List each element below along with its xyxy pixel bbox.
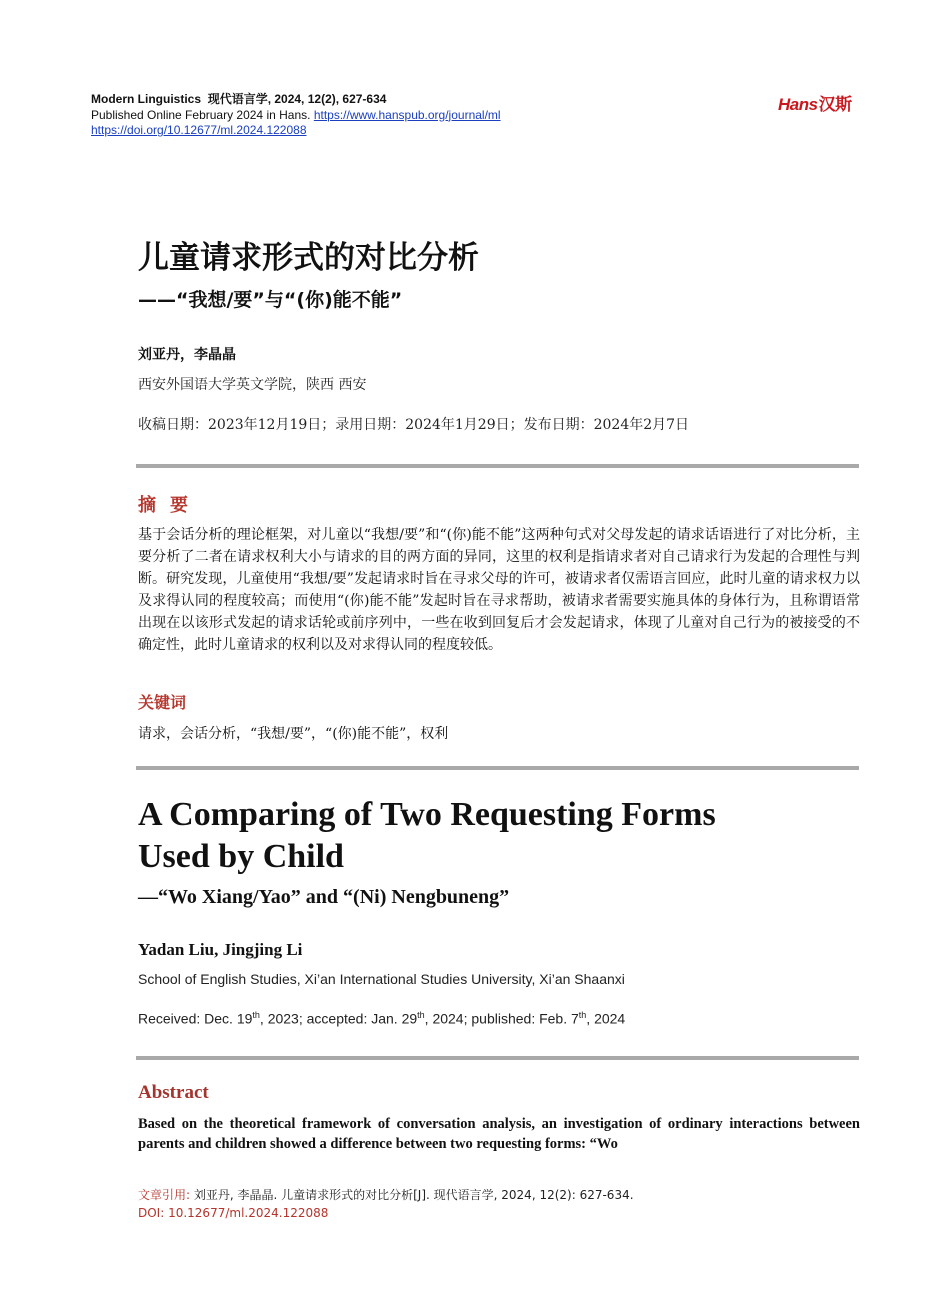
journal-header xyxy=(91,92,501,139)
divider xyxy=(136,766,859,770)
abstract-en: Based on the theoretical framework of conversation analysis, an investigation of ordinary interactions between parents and children showed a difference between two requesting forms: “Wo xyxy=(138,1116,860,1152)
journal-name-cn: 现代语言学, 2024, 12(2), 627-634 xyxy=(207,92,387,106)
citation-text: 刘亚丹, 李晶晶. 儿童请求形式的对比分析[J]. 现代语言学, 2024, 12(2): 627-634. xyxy=(190,1188,634,1202)
abstract-heading-en: Abstract xyxy=(138,1082,209,1103)
keywords-heading-cn: 关键词 xyxy=(138,693,187,712)
divider xyxy=(136,464,859,468)
subtitle-en: —“Wo Xiang/Yao” and “(Ni) Nengbuneng” xyxy=(138,886,510,908)
journal-name: Modern Linguistics xyxy=(91,92,202,106)
published-line: Published Online February 2024 in Hans. xyxy=(91,107,311,122)
footer-doi[interactable]: DOI: 10.12677/ml.2024.122088 xyxy=(138,1206,329,1220)
hans-logo-text: Hans xyxy=(778,95,818,114)
hans-logo[interactable] xyxy=(778,90,852,115)
dates-cn: 收稿日期：2023年12月19日；录用日期：2024年1月29日；发布日期：2024年2月7日 xyxy=(138,417,690,433)
authors-en: Yadan Liu, Jingjing Li xyxy=(138,940,303,959)
dates-en: Received: Dec. 19th, 2023; accepted: Jan. 29th, 2024; published: Feb. 7th, 2024 xyxy=(138,1010,626,1027)
title-cn: 儿童请求形式的对比分析 xyxy=(138,240,479,276)
doi-url-link[interactable]: https://doi.org/10.12677/ml.2024.122088 xyxy=(91,123,307,137)
hans-logo-cn: 汉斯 xyxy=(818,95,852,114)
journal-url-link[interactable]: https://www.hanspub.org/journal/ml xyxy=(313,107,501,122)
subtitle-cn: ——“我想/要”与“(你)能不能” xyxy=(138,289,403,311)
abstract-heading-cn: 摘要 xyxy=(138,495,202,516)
title-en: A Comparing of Two Requesting Forms Used by Child xyxy=(138,796,716,875)
affiliation-cn: 西安外国语大学英文学院，陕西 西安 xyxy=(138,377,367,393)
citation-label: 文章引用: xyxy=(138,1188,191,1202)
affiliation-en: School of English Studies, Xi’an International Studies University, Xi’an Shaanxi xyxy=(138,971,625,987)
abstract-cn: 基于会话分析的理论框架，对儿童以“我想/要”和“(你)能不能”这两种句式对父母发起的请求话语进行了对比分析，主要分析了二者在请求权利大小与请求的目的两方面的异同，这里的权利是指请求者对自己请求行为发起的合理性与判断。研究发现，儿童使用“我想/要”发起请求时旨在寻求父母的许可，被请求者仅需语言回应，此时儿童的请求权力以及求得认同的程度较高；而使用“(你)能不能”发起时旨在寻求帮助，被请求者需要实施具体的身体行为，且称谓语常出现在以该形式发起的请求话轮或前序列中，一些在收到回复后才会发起请求，体现了儿童对自己行为的被接受的不确定性，此时儿童请求的权利以及对求得认同的程度较低。 xyxy=(138,527,860,653)
divider xyxy=(136,1056,859,1060)
citation-footer xyxy=(138,1186,634,1222)
keywords-cn: 请求，会话分析，“我想/要”，“(你)能不能”，权利 xyxy=(138,726,449,742)
authors-cn: 刘亚丹，李晶晶 xyxy=(138,347,236,363)
